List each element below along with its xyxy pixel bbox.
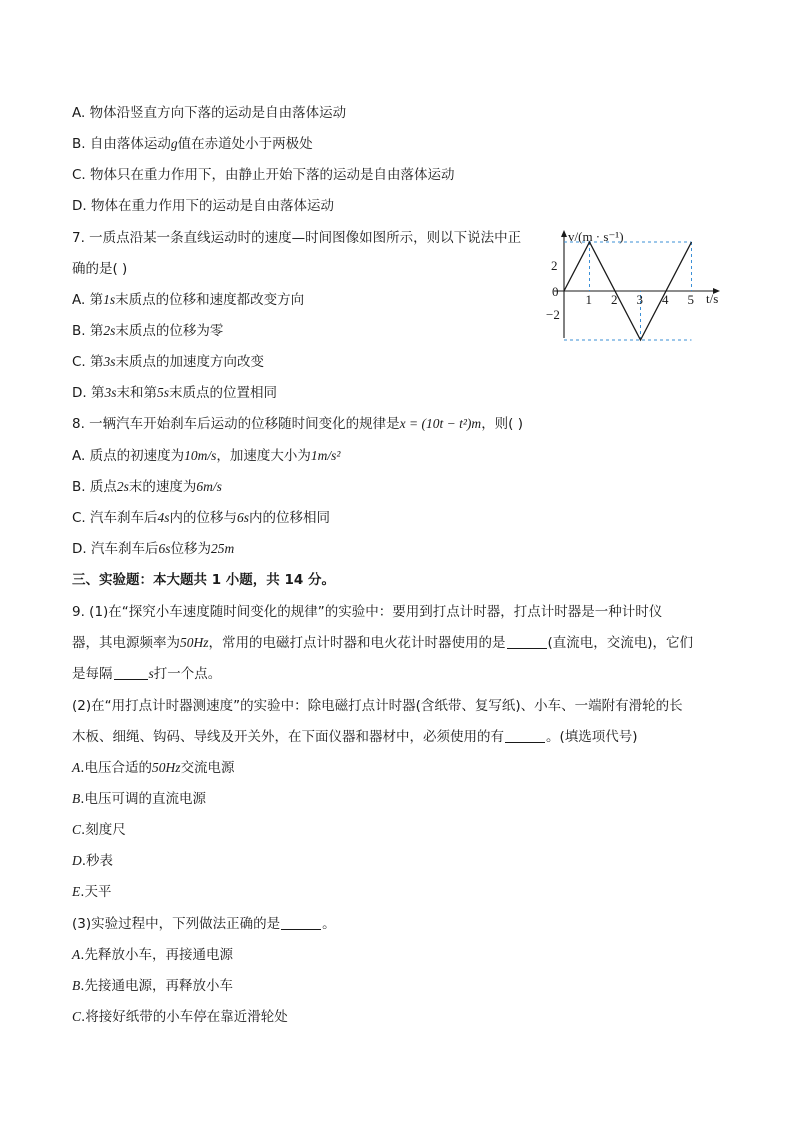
section-3-heading-text: 三、实验题：本大题共 1 小题，共 14 分。 [72,572,335,588]
q6-option-c [72,165,455,185]
q9-part2-line-1 [72,696,683,716]
q6-option-d-text: D. 物体在重力作用下的运动是自由落体运动 [72,198,334,214]
q8-option-d [72,539,234,559]
q8-d-pre: D. 汽车刹车后 [72,541,159,557]
q7-option-b [72,321,223,341]
q9-p2-a-pre: .电压合适的 [80,760,153,776]
q9-p1-l2-var: 50Hz [180,635,209,650]
q9-p2-e-letter: E [72,884,81,899]
q6-option-b-post: 值在赤道处小于两极处 [177,136,313,152]
q7-c-var: 3s [103,354,116,369]
q9-p2-l2-post: 。(填选项代号) [546,729,638,745]
q6-option-b-var: g [170,136,178,151]
q6-option-b-pre: B. 自由落体运动 [72,136,171,152]
q9-p3-option-b [72,976,233,996]
q9-p2-e-text: .天平 [80,884,112,900]
q9-p2-d-letter: D [72,853,82,868]
x-tick-label: 1 [585,292,592,307]
q9-p1-l2-mid: ，常用的电磁打点计时器和电火花计时器使用的是 [208,635,506,651]
q9-p2-c-letter: C [72,822,82,837]
q7-a-var: 1s [103,292,116,307]
q9-p2-b-letter: B [72,791,81,806]
q8-c-v2: 6s [237,510,250,525]
x-tick-label: 4 [662,292,669,307]
q8-option-a [72,446,340,466]
q7-d-pre: D. 第 [72,385,105,401]
q7-c-pre: C. 第 [72,354,104,370]
q7-d-var2: 5s [157,385,170,400]
q8-c-mid: 内的位移与 [169,510,238,526]
answer-blank[interactable] [281,915,321,930]
answer-blank[interactable] [505,728,545,743]
q6-option-d [72,196,334,216]
q9-p2-option-d [72,851,113,871]
q9-p1-l2-post: (直流电，交流电)，它们 [547,635,694,651]
q6-option-c-text: C. 物体只在重力作用下，由静止开始下落的运动是自由落体运动 [72,167,455,183]
q9-p3-option-c [72,1007,288,1027]
q9-p1-l2-pre: 器，其电源频率为 [72,635,180,651]
q9-p2-l1: (2)在“用打点计时器测速度”的实验中：除电磁打点计时器(含纸带、复写纸)、小车、一端附有滑轮的长 [72,698,683,714]
q7-b-var: 2s [103,323,116,338]
q8-a-v2: 1m/s² [310,448,341,463]
x-axis-label: t/s [706,291,719,306]
q9-p2-a-letter: A [72,760,81,775]
q7-option-c [72,352,264,372]
answer-blank[interactable] [114,665,148,680]
q9-part1-line-3 [72,664,221,684]
q9-p1-l3-var: s [148,666,154,681]
q8-stem-formula: x = (10t − t²)m [399,416,482,431]
q7-a-post: 末质点的位移和速度都改变方向 [115,292,305,308]
section-3-heading [72,570,335,590]
q9-p2-d-text: .秒表 [81,853,114,869]
q9-p3-a-text: .先释放小车，再接通电源 [80,947,234,963]
q9-p2-a-var: 50Hz [152,760,181,775]
q7-d-mid: 末和第 [116,385,157,401]
x-tick-label: 3 [636,292,643,307]
q8-d-v2: 25m [211,541,235,556]
q7-stem-2: 确的是( ) [72,261,128,277]
q8-stem-post: ，则( ) [481,416,524,432]
q7-stem-line-1 [72,228,521,248]
q9-p2-b-text: .电压可调的直流电源 [80,791,207,807]
q7-d-post: 末质点的位置相同 [169,385,278,401]
q9-p2-option-e [72,882,112,902]
origin-label: 0 [552,284,559,299]
velocity-time-graph [548,226,728,341]
q9-p2-option-c [72,820,126,840]
q8-c-post: 内的位移相同 [249,510,331,526]
q9-p3-c-letter: C [72,1009,82,1024]
q9-p3-option-a [72,945,233,965]
q9-p3-b-text: .先接通电源，再释放小车 [80,978,234,994]
q8-stem-pre: 8. 一辆汽车开始刹车后运动的位移随时间变化的规律是 [72,416,400,432]
q9-p3-l1-pre: (3)实验过程中，下列做法正确的是 [72,916,281,932]
q7-option-d [72,383,277,403]
q8-b-v1: 2s [116,479,129,494]
q7-a-pre: A. 第 [72,292,104,308]
q8-c-pre: C. 汽车刹车后 [72,510,158,526]
x-tick-label: 2 [611,292,618,307]
q9-p2-l2-pre: 木板、细绳、钩码、导线及开关外，在下面仪器和器材中，必须使用的有 [72,729,504,745]
q9-p1-l3-pre: 是每隔 [72,666,113,682]
q8-b-pre: B. 质点 [72,479,117,495]
q9-part2-line-2 [72,727,638,747]
q7-option-a [72,290,304,310]
q7-stem-line-2 [72,259,127,279]
q7-stem-1: 7. 一质点沿某一条直线运动时的速度—时间图像如图所示，则以下说法中正 [72,230,522,246]
q8-a-v1: 10m/s [184,448,217,463]
q8-stem [72,414,523,434]
q7-b-post: 末质点的位移为零 [115,323,224,339]
y-tick-label: 2 [551,258,558,273]
q9-p1-l3-post: 打一个点。 [153,666,222,682]
q9-p3-a-letter: A [72,947,81,962]
q8-a-mid: ，加速度大小为 [216,448,311,464]
q9-p1-l1: 9. (1)在“探究小车速度随时间变化的规律”的实验中：要用到打点计时器，打点计时器是一种计时仪 [72,604,663,620]
x-tick-label: 5 [687,292,694,307]
q9-p2-c-text: .刻度尺 [81,822,126,838]
q9-p3-c-text: .将接好纸带的小车停在靠近滑轮处 [81,1009,288,1025]
q8-b-v2: 6m/s [196,479,222,494]
q9-p2-a-post: 交流电源 [180,760,235,776]
q9-part3-line-1 [72,914,336,934]
q6-option-b [72,134,313,154]
q6-option-a-text: A. 物体沿竖直方向下落的运动是自由落体运动 [72,105,347,121]
q8-b-mid: 末的速度为 [128,479,197,495]
q9-p3-b-letter: B [72,978,81,993]
y-axis-label: v/(m · s⁻¹) [568,229,624,244]
q8-d-mid: 位移为 [170,541,211,557]
q8-a-pre: A. 质点的初速度为 [72,448,185,464]
q9-part1-line-1 [72,602,662,622]
q7-c-post: 末质点的加速度方向改变 [115,354,265,370]
q8-c-v1: 4s [157,510,170,525]
q9-p2-option-a [72,758,235,778]
y-axis-arrow [561,230,567,237]
q9-p3-l1-post: 。 [322,916,336,932]
q6-option-a [72,103,346,123]
answer-blank[interactable] [507,634,547,649]
q8-option-b [72,477,222,497]
q8-d-v1: 6s [158,541,171,556]
y-tick-label: −2 [546,307,560,322]
q7-b-pre: B. 第 [72,323,104,339]
q7-d-var1: 3s [104,385,117,400]
q9-p2-option-b [72,789,206,809]
q9-part1-line-2 [72,633,693,653]
q8-option-c [72,508,330,528]
